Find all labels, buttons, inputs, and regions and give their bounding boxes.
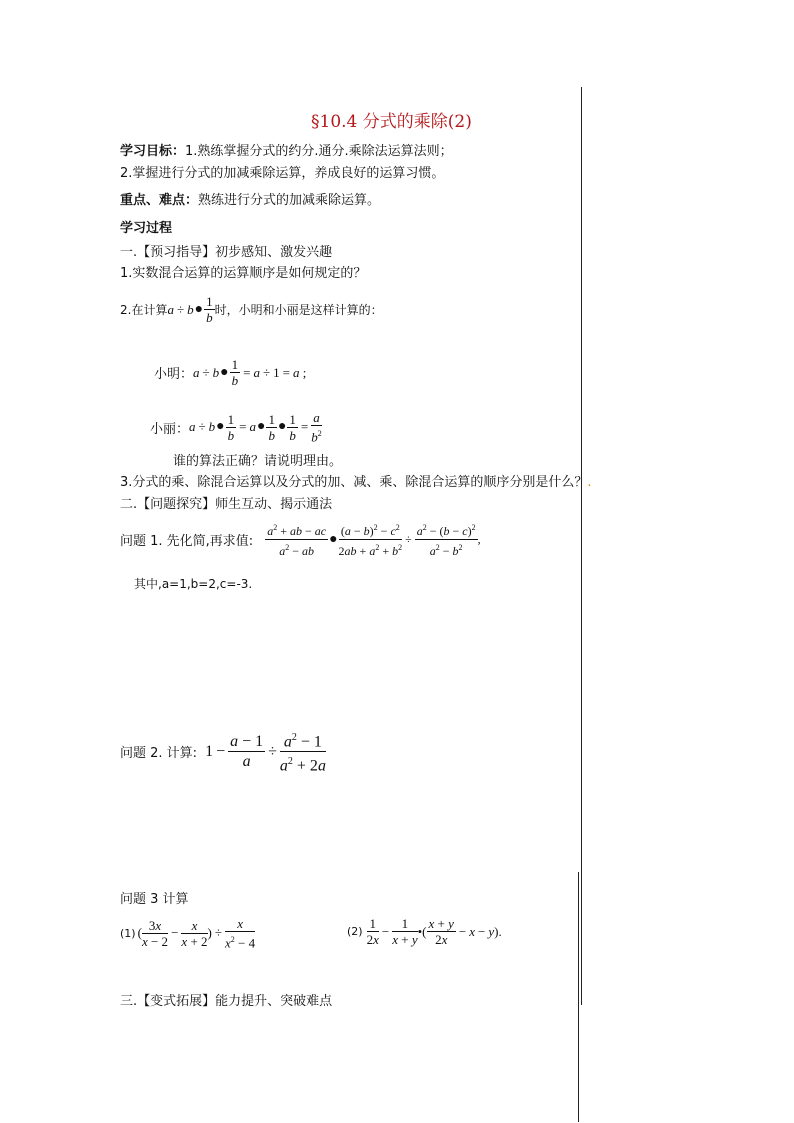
section3-heading: 三.【变式拓展】能力提升、突破难点: [120, 994, 333, 1009]
xiaoming-expression: a ÷ b ● $\frac{1}{b}$ = a ÷ 1 = a ;: [193, 357, 307, 388]
q2-prefix: 2.在计算: [120, 303, 168, 317]
accent-dot: .: [587, 475, 592, 490]
q2-suffix: 时，小明和小丽是这样计算的：: [214, 303, 383, 317]
problem3-label: 问题 3 计算: [120, 892, 189, 907]
xiaoli-label: 小丽：: [150, 421, 190, 437]
key-points: [120, 189, 380, 208]
section2-heading: 二.【问题探究】师生互动、揭示通法: [120, 497, 333, 512]
problem2-label: 问题 2. 计算:: [120, 746, 198, 762]
xiaoming-line: [154, 357, 306, 388]
xiaoli-expression: a ÷ b ● $\frac{1}{b}$ = a ● $\frac{1}{b}$ ● $\frac{1}{b}$ = $\frac{a}{b^2}$: [189, 410, 322, 445]
problem3-item2-expression: $\frac{1}{2x}$ − $\frac{1}{x + y}$ •( $\frac{x + y}{2x}$ − x − y ).: [366, 916, 502, 947]
problem3-item1: [120, 916, 255, 950]
problem3-item1-expression: ( $\frac{3x}{x - 2}$ − $\frac{x}{x + 2}$ ) ÷ $\frac{x}{x^2 - 4}$: [137, 916, 256, 951]
problem1-condition: 其中,a=1,b=2,c=-3.: [134, 577, 253, 591]
problem1-label: 问题 1. 先化简,再求值:: [120, 534, 254, 549]
problem1-expression: $\frac{a^2 + ab - ac}{a^2 - ab}$ ● $\frac{(a - b)^2 - c^2}{2ab + a^2 + b^2}$ ÷ $\frac{a^2 - (b - c)^2}{a^2 - b^2}$ ,: [265, 520, 480, 559]
q2-expression: a ÷ b ● $\frac{1}{b}$: [167, 294, 213, 325]
q3-text: 3.分式的乘、除混合运算以及分式的加、减、乘、除混合运算的顺序分别是什么？: [120, 475, 588, 490]
problem2-expression: 1 − $\frac{a - 1}{a}$ ÷ $\frac{a^2 - 1}{a^2 + 2a}$: [205, 728, 326, 776]
objectives-text1: 1.熟练掌握分式的约分.通分.乘除法运算法则；: [185, 144, 453, 159]
objectives-line1: [120, 140, 453, 159]
objectives-label: 学习目标：: [120, 144, 186, 159]
section1-q3: [120, 471, 592, 490]
page-divider-line-lower: [578, 872, 579, 1122]
problem3-item2-label: (2): [347, 925, 363, 938]
section1-q2: [120, 294, 383, 325]
xiaoli-line: [150, 410, 322, 444]
page-title: §10.4 分式的乘除(2): [311, 112, 472, 132]
section1-heading: 一.【预习指导】初步感知、激发兴趣: [120, 245, 333, 260]
problem3-item1-label: (1): [120, 926, 136, 940]
objectives-line2: 2.掌握进行分式的加减乘除运算，养成良好的运算习惯。: [120, 166, 445, 181]
section1-q1: 1.实数混合运算的运算顺序是如何规定的？: [120, 266, 367, 281]
xiaoming-label: 小明：: [154, 367, 194, 382]
problem3-item2: [347, 916, 502, 947]
page-divider-line: [581, 87, 582, 1005]
key-points-label: 重点、难点：: [120, 193, 199, 208]
key-points-text: 熟练进行分式的加减乘除运算。: [198, 193, 381, 208]
which-correct: 谁的算法正确？请说明理由。: [173, 454, 343, 469]
process-heading: 学习过程: [120, 221, 173, 236]
problem1: [120, 520, 481, 559]
problem2: [120, 728, 326, 776]
